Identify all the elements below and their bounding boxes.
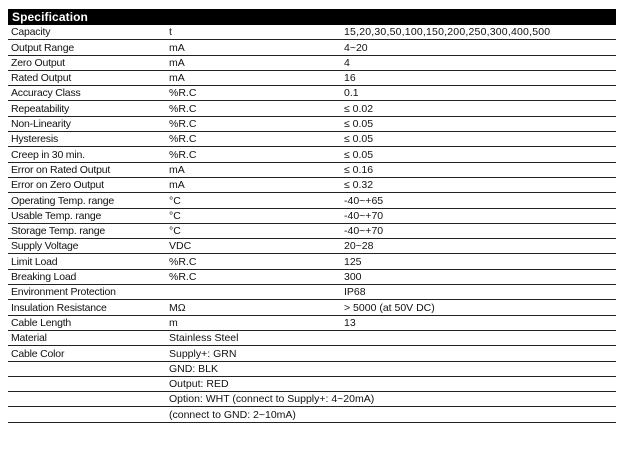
spec-value: ≤ 0.05: [341, 132, 616, 147]
spec-row: [8, 193, 616, 208]
specification-table-body: [8, 25, 616, 422]
spec-row: [8, 285, 616, 300]
spec-unit: mA: [166, 40, 341, 55]
spec-row: [8, 254, 616, 269]
spec-value: -40~+70: [341, 208, 616, 223]
spec-parameter-name: Capacity: [8, 25, 166, 40]
spec-row: [8, 55, 616, 70]
spec-value: IP68: [341, 285, 616, 300]
spec-unit: Stainless Steel: [166, 330, 341, 345]
specification-table: [8, 25, 616, 423]
spec-row: [8, 86, 616, 101]
spec-parameter-name: Error on Rated Output: [8, 162, 166, 177]
spec-parameter-name: Cable Color: [8, 346, 166, 361]
spec-row: [8, 346, 616, 361]
spec-value: 125: [341, 254, 616, 269]
spec-unit: %R.C: [166, 269, 341, 284]
spec-unit: mA: [166, 177, 341, 192]
spec-value: ≤ 0.32: [341, 177, 616, 192]
spec-parameter-name: [8, 407, 166, 422]
spec-unit: %R.C: [166, 86, 341, 101]
spec-parameter-name: Operating Temp. range: [8, 193, 166, 208]
spec-value: -40~+65: [341, 193, 616, 208]
spec-parameter-name: Supply Voltage: [8, 239, 166, 254]
spec-value: [341, 330, 616, 345]
spec-unit: mA: [166, 70, 341, 85]
spec-unit: %R.C: [166, 254, 341, 269]
spec-parameter-name: Usable Temp. range: [8, 208, 166, 223]
spec-unit: mA: [166, 55, 341, 70]
spec-value: 13: [341, 315, 616, 330]
spec-unit: GND: BLK: [166, 361, 341, 376]
spec-row: [8, 239, 616, 254]
spec-unit: %R.C: [166, 132, 341, 147]
spec-parameter-name: Creep in 30 min.: [8, 147, 166, 162]
spec-row: [8, 392, 616, 407]
spec-row: [8, 162, 616, 177]
spec-unit: mA: [166, 162, 341, 177]
spec-row: [8, 40, 616, 55]
spec-row: [8, 147, 616, 162]
spec-parameter-name: Insulation Resistance: [8, 300, 166, 315]
spec-unit: VDC: [166, 239, 341, 254]
spec-value: [341, 346, 616, 361]
spec-value: > 5000 (at 50V DC): [341, 300, 616, 315]
spec-row: [8, 223, 616, 238]
spec-parameter-name: Cable Length: [8, 315, 166, 330]
spec-parameter-name: [8, 376, 166, 391]
spec-value: 300: [341, 269, 616, 284]
spec-value: [341, 407, 616, 422]
spec-parameter-name: Output Range: [8, 40, 166, 55]
spec-value: 16: [341, 70, 616, 85]
spec-parameter-name: Non-Linearity: [8, 116, 166, 131]
spec-unit: Output: RED: [166, 376, 341, 391]
spec-unit: (connect to GND: 2~10mA): [166, 407, 341, 422]
spec-value: [341, 376, 616, 391]
spec-unit: Supply+: GRN: [166, 346, 341, 361]
spec-parameter-name: Environment Protection: [8, 285, 166, 300]
spec-unit: %R.C: [166, 101, 341, 116]
spec-row: [8, 361, 616, 376]
spec-parameter-name: [8, 361, 166, 376]
spec-parameter-name: Error on Zero Output: [8, 177, 166, 192]
spec-parameter-name: Zero Output: [8, 55, 166, 70]
spec-value: -40~+70: [341, 223, 616, 238]
spec-unit: m: [166, 315, 341, 330]
spec-value: 4: [341, 55, 616, 70]
spec-value: 0.1: [341, 86, 616, 101]
spec-row: [8, 208, 616, 223]
spec-parameter-name: Breaking Load: [8, 269, 166, 284]
spec-parameter-name: Hysteresis: [8, 132, 166, 147]
spec-parameter-name: [8, 392, 166, 407]
spec-unit: [166, 285, 341, 300]
specification-header: Specification: [8, 9, 616, 25]
spec-row: [8, 101, 616, 116]
spec-value: ≤ 0.05: [341, 147, 616, 162]
spec-parameter-name: Repeatability: [8, 101, 166, 116]
spec-value: [341, 392, 616, 407]
spec-unit: °C: [166, 208, 341, 223]
spec-parameter-name: Storage Temp. range: [8, 223, 166, 238]
spec-unit: %R.C: [166, 147, 341, 162]
spec-value: 15,20,30,50,100,150,200,250,300,400,500: [341, 25, 616, 40]
spec-row: [8, 269, 616, 284]
spec-row: [8, 330, 616, 345]
spec-unit: %R.C: [166, 116, 341, 131]
spec-row: [8, 132, 616, 147]
spec-row: [8, 70, 616, 85]
spec-parameter-name: Accuracy Class: [8, 86, 166, 101]
spec-value: ≤ 0.05: [341, 116, 616, 131]
spec-unit: °C: [166, 193, 341, 208]
specification-sheet: [8, 9, 616, 423]
spec-value: 4~20: [341, 40, 616, 55]
spec-value: ≤ 0.02: [341, 101, 616, 116]
spec-unit: °C: [166, 223, 341, 238]
spec-row: [8, 116, 616, 131]
spec-row: [8, 25, 616, 40]
spec-row: [8, 407, 616, 422]
spec-row: [8, 300, 616, 315]
spec-value: 20~28: [341, 239, 616, 254]
spec-unit: MΩ: [166, 300, 341, 315]
spec-unit: t: [166, 25, 341, 40]
spec-parameter-name: Limit Load: [8, 254, 166, 269]
spec-unit: Option: WHT (connect to Supply+: 4~20mA): [166, 392, 341, 407]
spec-value: ≤ 0.16: [341, 162, 616, 177]
spec-parameter-name: Rated Output: [8, 70, 166, 85]
spec-parameter-name: Material: [8, 330, 166, 345]
spec-row: [8, 315, 616, 330]
spec-row: [8, 376, 616, 391]
spec-row: [8, 177, 616, 192]
spec-value: [341, 361, 616, 376]
